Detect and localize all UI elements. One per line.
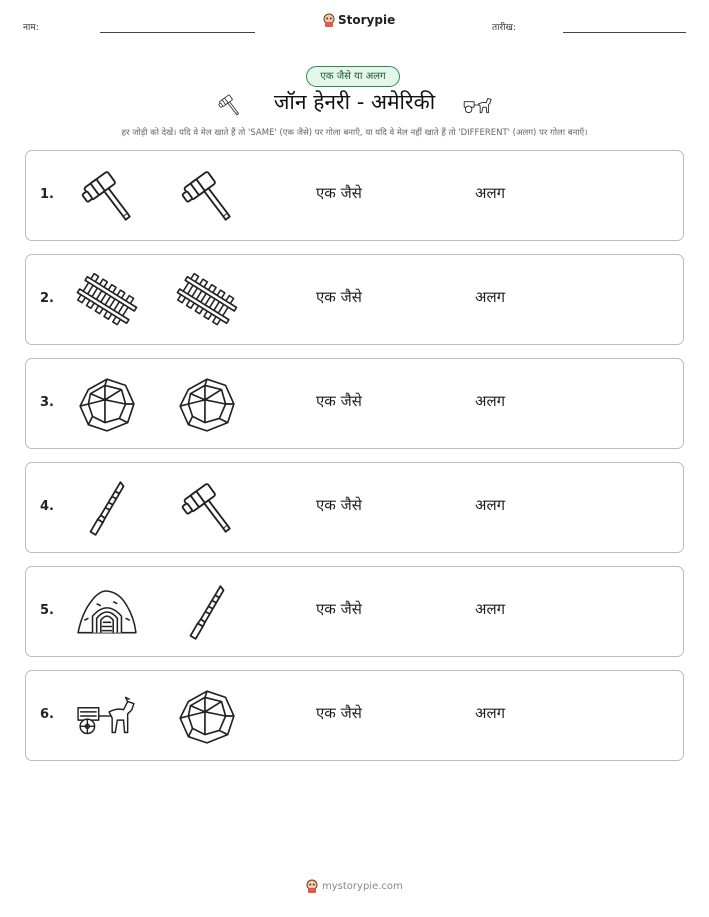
same-option[interactable]: एक जैसे	[316, 600, 362, 618]
same-option[interactable]: एक जैसे	[316, 496, 362, 514]
question-row	[25, 358, 684, 449]
question-number: 6.	[40, 707, 54, 722]
hammer-icon	[176, 165, 238, 227]
horse-cart-icon	[76, 685, 138, 747]
storypie-mascot-icon	[323, 13, 335, 27]
page-title: जॉन हेनरी - अमेरिकी	[273, 90, 436, 114]
worksheet-type-badge: एक जैसे या अलग	[306, 66, 400, 87]
question-number: 5.	[40, 603, 54, 618]
instructions: हर जोड़ी को देखें। यदि वे मेल खाते हैं तो 'SAME' (एक जैसे) पर गोला बनाएँ, या यदि वे मेल नहीं खाते हैं तो 'DIFFERENT' (अलग) पर गोला बनाएँ।	[121, 128, 588, 138]
rock-icon	[176, 685, 238, 747]
different-option[interactable]: अलग	[475, 184, 506, 202]
name-label: नाम:	[23, 23, 39, 33]
same-option[interactable]: एक जैसे	[316, 704, 362, 722]
same-option[interactable]: एक जैसे	[316, 184, 362, 202]
different-option[interactable]: अलग	[475, 288, 506, 306]
different-option[interactable]: अलग	[475, 496, 506, 514]
same-option[interactable]: एक जैसे	[316, 392, 362, 410]
tunnel-icon	[76, 581, 138, 643]
storypie-mascot-icon	[306, 879, 318, 893]
different-option[interactable]: अलग	[475, 392, 506, 410]
different-option[interactable]: अलग	[475, 600, 506, 618]
date-field-line[interactable]	[563, 32, 686, 33]
date-label: तारीख:	[492, 23, 516, 33]
railroad-track-icon	[176, 269, 238, 331]
question-row	[25, 150, 684, 241]
question-number: 1.	[40, 187, 54, 202]
question-row	[25, 670, 684, 761]
footer-url[interactable]: mystorypie.com	[322, 880, 403, 892]
question-row	[25, 566, 684, 657]
name-field-line[interactable]	[100, 32, 255, 33]
hammer-icon	[76, 165, 138, 227]
question-row	[25, 462, 684, 553]
same-option[interactable]: एक जैसे	[316, 288, 362, 306]
footer	[306, 879, 403, 893]
drill-spike-icon	[76, 477, 138, 539]
hammer-icon	[176, 477, 238, 539]
railroad-track-icon	[76, 269, 138, 331]
rock-icon	[176, 373, 238, 435]
drill-spike-icon	[176, 581, 238, 643]
question-number: 3.	[40, 395, 54, 410]
question-number: 2.	[40, 291, 54, 306]
question-row	[25, 254, 684, 345]
horse-cart-icon	[462, 94, 495, 116]
rock-icon	[76, 373, 138, 435]
different-option[interactable]: अलग	[475, 704, 506, 722]
brand-logo	[323, 13, 395, 27]
question-number: 4.	[40, 499, 54, 514]
brand-name: Storypie	[338, 13, 396, 27]
